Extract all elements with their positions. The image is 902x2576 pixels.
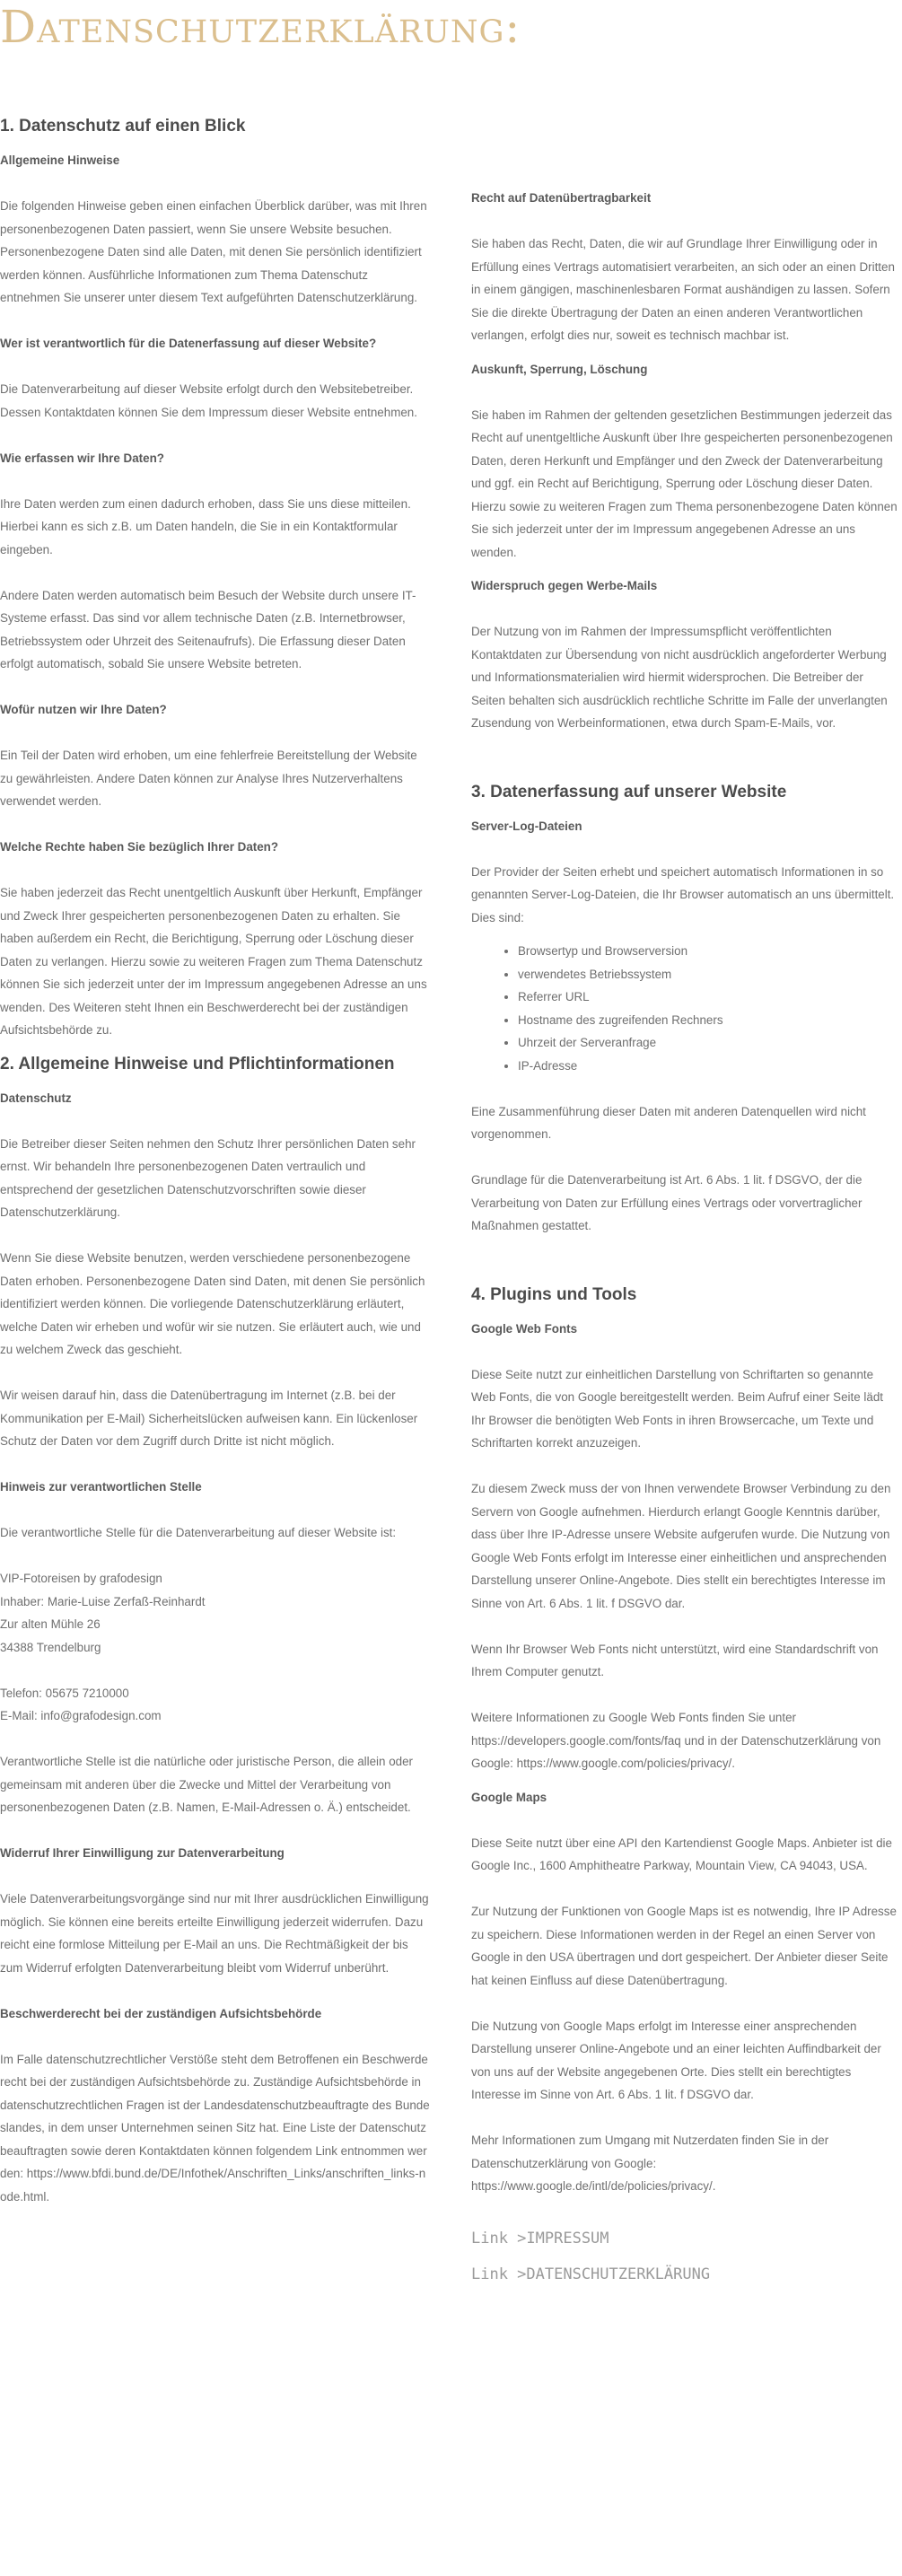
paragraph: Mehr Informationen zum Umgang mit Nutzerdaten finden Sie in der Datenschutzerklärung von Google: https://www.google.de/intl/de/policies/privacy/. [471,2134,829,2193]
section-2-title: 2. Allgemeine Hinweise und Pflichtinformationen [0,1054,395,1073]
paragraph: Wenn Ihr Browser Web Fonts nicht unterstützt, wird eine Standardschrift von Ihrem Computer genutzt. [471,1642,879,1678]
address-line: 34388 Trendelburg [0,1640,101,1654]
heading-google-web-fonts: Google Web Fonts [471,1321,578,1336]
paragraph: Die verantwortliche Stelle für die Datenverarbeitung auf dieser Website ist: [0,1526,397,1539]
heading-google-maps: Google Maps [471,1790,547,1804]
list-item: • verwendetes Betriebssystem [518,963,900,986]
paragraph: Diese Seite nutzt zur einheitlichen Darstellung von Schriftarten so genannte Web Fonts, die von Google bereitgestellt werden. Beim Aufruf einer Seite lädt Ihr Browser die benötigten Web Fonts in ihren Browsercache, um Texte und Schriftarten korrekt anzuzeigen. [471,1367,884,1450]
section-4-title: 4. Plugins und Tools [471,1284,637,1304]
paragraph: Eine Zusammenführung dieser Daten mit anderen Datenquellen wird nicht vorgenommen. [471,1104,866,1141]
heading-wer-verantwortlich: Wer ist verantwortlich für die Datenerfassung auf dieser Website? [0,337,377,350]
heading-datenschutz: Datenschutz [0,1091,72,1105]
footer-links [471,2221,900,2292]
paragraph: Sie haben im Rahmen der geltenden gesetzlichen Bestimmungen jederzeit das Recht auf unentgeltliche Auskunft über Ihre gespeicherten personenbezogenen Daten, deren Herkunft und Empfänger und den Zweck der Datenverarbeitung und ggf. ein Recht auf Berichtigung, Sperrung oder Löschung dieser Daten. Hierzu sowie zu weiteren Fragen zum Thema personenbezogene Daten können Sie sich jederzeit unter der im Impressum angegebenen Adresse an uns wenden. [471,407,898,559]
list-item: • Hostname des zugreifenden Rechners [518,1009,900,1032]
paragraph: Wir weisen darauf hin, dass die Datenübertragung im Internet (z.B. bei der Kommunikation per E-Mail) Sicherheitslücken aufweisen kann. Ein lückenloser Schutz der Daten vor dem Zugriff durch Dritte ist nicht möglich. [0,1389,418,1448]
heading-widerspruch: Widerspruch gegen Werbe-Mails [471,579,658,592]
paragraph: Weitere Informationen zu Google Web Fonts finden Sie unter https://developers.google.com/fonts/faq und in der Datenschutzerklärung von Google: https://www.google.com/policies/privacy/. [471,1711,881,1770]
paragraph: Der Provider der Seiten erhebt und speichert automatisch Informationen in so genannten Server-Log-Dateien, die Ihr Browser automatisch an uns übermittelt. Dies sind: [471,864,895,924]
heading-allgemeine-hinweise: Allgemeine Hinweise [0,153,120,167]
page-title: Datenschutzerklärung: [0,1,521,53]
server-log-list [471,940,900,1077]
heading-server-log: Server-Log-Dateien [471,819,582,833]
paragraph: Sie haben das Recht, Daten, die wir auf Grundlage Ihrer Einwilligung oder in Erfüllung eines Vertrags automatisiert verarbeiten, an sich oder an einen Dritten in einem gängigen, maschinenlesbaren Format aushändigen zu lassen. Sofern Sie die direkte Übertragung der Daten an einen anderen Verantwortlichen verlangen, erfolgt dies nur, soweit es technisch machbar ist. [471,237,895,342]
heading-welche-rechte: Welche Rechte haben Sie bezüglich Ihrer Daten? [0,840,279,854]
phone-line: Telefon: 05675 7210000 [0,1686,129,1700]
paragraph: Die Nutzung von Google Maps erfolgt im Interesse einer ansprechenden Darstellung unserer Online-Angebote und an einer leichten Auffindbarkeit der von uns auf der Website angegebenen Orte. Dies stellt ein berechtigtes Interesse im Sinne von Art. 6 Abs. 1 lit. f DSGVO dar. [471,2019,881,2101]
list-item: • Referrer URL [518,986,900,1009]
paragraph: Der Nutzung von im Rahmen der Impressumspflicht veröffentlichten Kontaktdaten zur Übersendung von nicht ausdrücklich angeforderter Werbung und Informationsmaterialien wird hiermit widersprochen. Die Betreiber der Seiten behalten sich ausdrücklich rechtliche Schritte im Falle der unverlangten Zusendung von Werbeinformationen, etwa durch Spam-E-Mails, vor. [471,625,888,730]
paragraph: Die Betreiber dieser Seiten nehmen den Schutz Ihrer persönlichen Daten sehr ernst. Wir behandeln Ihre personenbezogenen Daten vertraulich und entsprechend der gesetzlichen Datenschutzvorschriften sowie dieser Datenschutzerklärung. [0,1136,416,1219]
email-line: E-Mail: info@grafodesign.com [0,1709,162,1722]
list-item: • Browsertyp und Browserversion [518,940,900,963]
heading-wofuer-nutzen: Wofür nutzen wir Ihre Daten? [0,703,167,716]
address-line: Zur alten Mühle 26 [0,1617,101,1631]
heading-datenuebertragbarkeit: Recht auf Datenübertragbarkeit [471,191,652,205]
heading-wie-erfassen: Wie erfassen wir Ihre Daten? [0,451,164,465]
heading-widerruf: Widerruf Ihrer Einwilligung zur Datenverarbeitung [0,1846,285,1860]
list-item: • Uhrzeit der Serveranfrage [518,1031,900,1055]
paragraph: Diese Seite nutzt über eine API den Kartendienst Google Maps. Anbieter ist die Google Inc., 1600 Amphitheatre Parkway, Mountain View, CA 94043, USA. [471,1836,892,1872]
address-line: VIP-Fotoreisen by grafodesign [0,1572,162,1585]
heading-beschwerderecht: Beschwerderecht bei der zuständigen Aufsichtsbehörde [0,2006,322,2020]
paragraph: Ein Teil der Daten wird erhoben, um eine fehlerfreie Bereitstellung der Website zu gewährleisten. Andere Daten können zur Analyse Ihres Nutzerverhaltens verwendet werden. [0,749,417,808]
paragraph: Die Datenverarbeitung auf dieser Website erfolgt durch den Websitebetreiber. Dessen Kontaktdaten können Sie dem Impressum dieser Website entnehmen. [0,382,417,419]
link-impressum[interactable]: Link >IMPRESSUM [471,2230,609,2247]
paragraph: Die folgenden Hinweise geben einen einfachen Überblick darüber, was mit Ihren personenbezogenen Daten passiert, wenn Sie unsere Website besuchen. Personenbezogene Daten sind alle Daten, mit denen Sie persönlich identifiziert werden können. Ausführliche Informationen zum Thema Datenschutz entnehmen Sie unserer unter diesem Text aufgeführten Datenschutzerklärung. [0,199,427,304]
heading-verantwortliche-stelle: Hinweis zur verantwortlichen Stelle [0,1480,202,1494]
paragraph: Viele Datenverarbeitungsvorgänge sind nur mit Ihrer ausdrücklichen Einwilligung möglich. Sie können eine bereits erteilte Einwilligung jederzeit widerrufen. Dazu reicht eine formlose Mitteilung per E-Mail an uns. Die Rechtmäßigkeit der bis zum Widerruf erfolgten Datenverarbeitung bleibt vom Widerruf unberührt. [0,1892,429,1975]
paragraph: Wenn Sie diese Website benutzen, werden verschiedene personenbezogene Daten erhoben. Personenbezogene Daten sind Daten, mit denen Sie persönlich identifiziert werden können. Die vorliegende Datenschutzerklärung erläutert, welche Daten wir erheben und wofür wir sie nutzen. Sie erläutert auch, wie und zu welchem Zweck das geschieht. [0,1251,425,1356]
paragraph: Im Falle datenschutzrechtlicher Verstöße steht dem Betroffenen ein Beschwerderecht bei der zuständigen Aufsichtsbehörde zu. Zuständige Aufsichtsbehörde in datenschutzrechtlichen Fragen ist der Landesdatenschutzbeauftragte des Bundeslandes, in dem unser Unternehmen seinen Sitz hat. Eine Liste der Datenschutzbeauftragten sowie deren Kontaktdaten können folgendem Link entnommen werden: https://www.bfdi.bund.de/DE/Infothek/Anschriften_Links/anschriften_links-node.html. [0,2052,430,2204]
address-line: Inhaber: Marie-Luise Zerfaß-Reinhardt [0,1594,206,1608]
list-item: • IP-Adresse [518,1055,900,1078]
section-3-title: 3. Datenerfassung auf unserer Website [471,782,787,802]
paragraph: Ihre Daten werden zum einen dadurch erhoben, dass Sie uns diese mitteilen. Hierbei kann es sich z.B. um Daten handeln, die Sie in ein Kontaktformular eingeben. [0,496,411,556]
paragraph: Sie haben jederzeit das Recht unentgeltlich Auskunft über Herkunft, Empfänger und Zweck Ihrer gespeicherten personenbezogenen Daten zu erhalten. Sie haben außerdem ein Recht, die Berichtigung, Sperrung oder Löschung dieser Daten zu verlangen. Hierzu sowie zu weiteren Fragen zum Thema Datenschutz können Sie sich jederzeit unter der im Impressum angegebenen Adresse an uns wenden. Des Weiteren steht Ihnen ein Beschwerderecht bei der zuständigen Aufsichtsbehörde zu. [0,886,427,1037]
link-datenschutzerklaerung[interactable]: Link >DATENSCHUTZERKLÄRUNG [471,2265,711,2283]
right-column [471,187,900,2292]
paragraph: Zu diesem Zweck muss der von Ihnen verwendete Browser Verbindung zu den Servern von Google aufnehmen. Hierdurch erlangt Google Kenntnis darüber, dass über Ihre IP-Adresse unsere Website aufgerufen wurde. Die Nutzung von Google Web Fonts erfolgt im Interesse einer einheitlichen und ansprechenden Darstellung unserer Online-Angebote. Dies stellt ein berechtigtes Interesse im Sinne von Art. 6 Abs. 1 lit. f DSGVO dar. [471,1482,891,1610]
paragraph: Grundlage für die Datenverarbeitung ist Art. 6 Abs. 1 lit. f DSGVO, der die Verarbeitung von Daten zur Erfüllung eines Vertrags oder vorvertraglicher Maßnahmen gestattet. [471,1173,863,1232]
paragraph: Zur Nutzung der Funktionen von Google Maps ist es notwendig, Ihre IP Adresse zu speichern. Diese Informationen werden in der Regel an einen Server von Google in den USA übertragen und dort gespeichert. Der Anbieter dieser Seite hat keinen Einfluss auf diese Datenübertragung. [471,1905,897,1987]
heading-auskunft: Auskunft, Sperrung, Löschung [471,362,648,376]
paragraph: Andere Daten werden automatisch beim Besuch der Website durch unsere IT-Systeme erfasst. Das sind vor allem technische Daten (z.B. Internetbrowser, Betriebssystem oder Uhrzeit des Seitenaufrufs). Die Erfassung dieser Daten erfolgt automatisch, sobald Sie unsere Website betreten. [0,588,416,670]
section-1-title: 1. Datenschutz auf einen Blick [0,117,246,136]
paragraph: Verantwortliche Stelle ist die natürliche oder juristische Person, die allein oder gemeinsam mit anderen über die Zwecke und Mittel der Verarbeitung von personenbezogenen Daten (z.B. Namen, E-Mail-Adressen o. Ä.) entscheidet. [0,1755,413,1814]
left-column [0,115,431,2208]
